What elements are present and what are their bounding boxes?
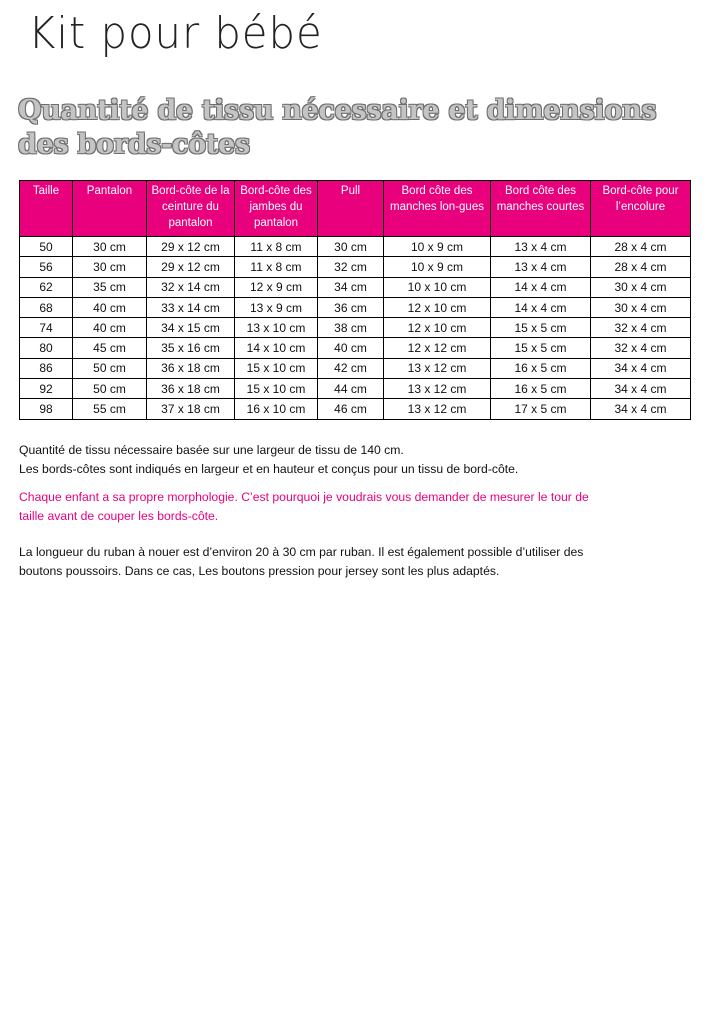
table-row — [20, 399, 691, 419]
column-header: Bord-côte pour l’encolure — [591, 181, 691, 237]
subtitle-line-1: Quantité de tissu nécessaire et dimensions — [18, 95, 657, 126]
table-cell: 34 x 4 cm — [591, 379, 691, 399]
table-cell: 14 x 10 cm — [235, 338, 318, 358]
table-cell: 12 x 12 cm — [384, 338, 491, 358]
column-header: Bord côte des manches courtes — [491, 181, 591, 237]
table-cell: 32 x 4 cm — [591, 338, 691, 358]
column-header: Bord côte des manches lon-gues — [384, 181, 491, 237]
column-header: Taille — [20, 181, 73, 237]
table-cell: 13 x 12 cm — [384, 358, 491, 378]
table-cell: 10 x 9 cm — [384, 257, 491, 277]
table-cell: 45 cm — [73, 338, 147, 358]
page-subtitle — [18, 94, 708, 162]
table-cell: 36 cm — [318, 297, 384, 317]
table-cell: 98 — [20, 399, 73, 419]
table-row — [20, 297, 691, 317]
table-cell: 40 cm — [73, 297, 147, 317]
table-cell: 15 x 5 cm — [491, 318, 591, 338]
table-cell: 15 x 10 cm — [235, 358, 318, 378]
table-cell: 86 — [20, 358, 73, 378]
table-row — [20, 318, 691, 338]
table-cell: 28 x 4 cm — [591, 237, 691, 257]
table-row — [20, 237, 691, 257]
table-cell: 12 x 10 cm — [384, 297, 491, 317]
table-cell: 33 x 14 cm — [147, 297, 235, 317]
table-cell: 14 x 4 cm — [491, 297, 591, 317]
table-cell: 29 x 12 cm — [147, 257, 235, 277]
table-cell: 37 x 18 cm — [147, 399, 235, 419]
notes-section — [19, 441, 699, 581]
table-cell: 34 x 4 cm — [591, 399, 691, 419]
table-cell: 30 cm — [73, 237, 147, 257]
table-cell: 74 — [20, 318, 73, 338]
table-cell: 32 cm — [318, 257, 384, 277]
table-cell: 12 x 9 cm — [235, 277, 318, 297]
table-cell: 13 x 12 cm — [384, 379, 491, 399]
table-cell: 36 x 18 cm — [147, 379, 235, 399]
table-cell: 13 x 9 cm — [235, 297, 318, 317]
table-cell: 46 cm — [318, 399, 384, 419]
table-cell: 16 x 10 cm — [235, 399, 318, 419]
table-cell: 13 x 10 cm — [235, 318, 318, 338]
table-cell: 28 x 4 cm — [591, 257, 691, 277]
table-cell: 34 cm — [318, 277, 384, 297]
table-cell: 15 x 5 cm — [491, 338, 591, 358]
table-cell: 16 x 5 cm — [491, 358, 591, 378]
table-cell: 11 x 8 cm — [235, 257, 318, 277]
table-cell: 56 — [20, 257, 73, 277]
page-title: Kit pour bébé — [28, 8, 323, 59]
table-cell: 42 cm — [318, 358, 384, 378]
table-cell: 14 x 4 cm — [491, 277, 591, 297]
column-header: Pull — [318, 181, 384, 237]
table-cell: 30 cm — [73, 257, 147, 277]
table-row — [20, 379, 691, 399]
table-cell: 40 cm — [73, 318, 147, 338]
table-header — [20, 181, 691, 237]
subtitle-line-2: des bords-côtes — [18, 129, 250, 160]
table-cell: 92 — [20, 379, 73, 399]
table-cell: 62 — [20, 277, 73, 297]
table-cell: 13 x 4 cm — [491, 237, 591, 257]
ribbon-line-1: La longueur du ruban à nouer est d’environ 20 à 30 cm par ruban. Il est également possible d’utiliser des — [19, 545, 584, 559]
column-header: Bord-côte de la ceinture du pantalon — [147, 181, 235, 237]
table-cell: 35 x 16 cm — [147, 338, 235, 358]
table-cell: 17 x 5 cm — [491, 399, 591, 419]
table-cell: 68 — [20, 297, 73, 317]
table-cell: 15 x 10 cm — [235, 379, 318, 399]
table-cell: 10 x 9 cm — [384, 237, 491, 257]
measure-waist-note — [19, 488, 699, 526]
table-cell: 40 cm — [318, 338, 384, 358]
table-row — [20, 358, 691, 378]
table-cell: 32 x 4 cm — [591, 318, 691, 338]
table-cell: 36 x 18 cm — [147, 358, 235, 378]
table-cell: 34 x 15 cm — [147, 318, 235, 338]
table-row — [20, 277, 691, 297]
table-row — [20, 257, 691, 277]
table-cell: 12 x 10 cm — [384, 318, 491, 338]
table-cell: 13 x 12 cm — [384, 399, 491, 419]
table-cell: 13 x 4 cm — [491, 257, 591, 277]
table-cell: 32 x 14 cm — [147, 277, 235, 297]
fabric-dimensions-table — [19, 180, 691, 420]
column-header: Bord-côte des jambes du pantalon — [235, 181, 318, 237]
rib-dimensions-note: Les bords-côtes sont indiqués en largeur et en hauteur et conçus pour un tissu de bord-côte. — [19, 462, 519, 476]
table-cell: 11 x 8 cm — [235, 237, 318, 257]
measure-waist-line-2: taille avant de couper les bords-côte. — [19, 509, 219, 523]
header-row — [20, 181, 691, 237]
fabric-width-note: Quantité de tissu nécessaire basée sur une largeur de tissu de 140 cm. — [19, 443, 404, 457]
table-cell: 30 x 4 cm — [591, 297, 691, 317]
table-cell: 80 — [20, 338, 73, 358]
table-cell: 29 x 12 cm — [147, 237, 235, 257]
table-cell: 50 — [20, 237, 73, 257]
table-body — [20, 237, 691, 420]
table-cell: 34 x 4 cm — [591, 358, 691, 378]
table-row — [20, 338, 691, 358]
table-cell: 35 cm — [73, 277, 147, 297]
table-cell: 55 cm — [73, 399, 147, 419]
ribbon-note — [19, 543, 699, 581]
table-cell: 10 x 10 cm — [384, 277, 491, 297]
column-header: Pantalon — [73, 181, 147, 237]
table-cell: 30 x 4 cm — [591, 277, 691, 297]
table-cell: 38 cm — [318, 318, 384, 338]
ribbon-line-2: boutons poussoirs. Dans ce cas, Les boutons pression pour jersey sont les plus adaptés. — [19, 564, 500, 578]
table-cell: 50 cm — [73, 358, 147, 378]
table-cell: 16 x 5 cm — [491, 379, 591, 399]
table-cell: 44 cm — [318, 379, 384, 399]
table-cell: 50 cm — [73, 379, 147, 399]
table-cell: 30 cm — [318, 237, 384, 257]
measure-waist-line-1: Chaque enfant a sa propre morphologie. C’est pourquoi je voudrais vous demander de mesurer le tour de — [19, 490, 589, 504]
